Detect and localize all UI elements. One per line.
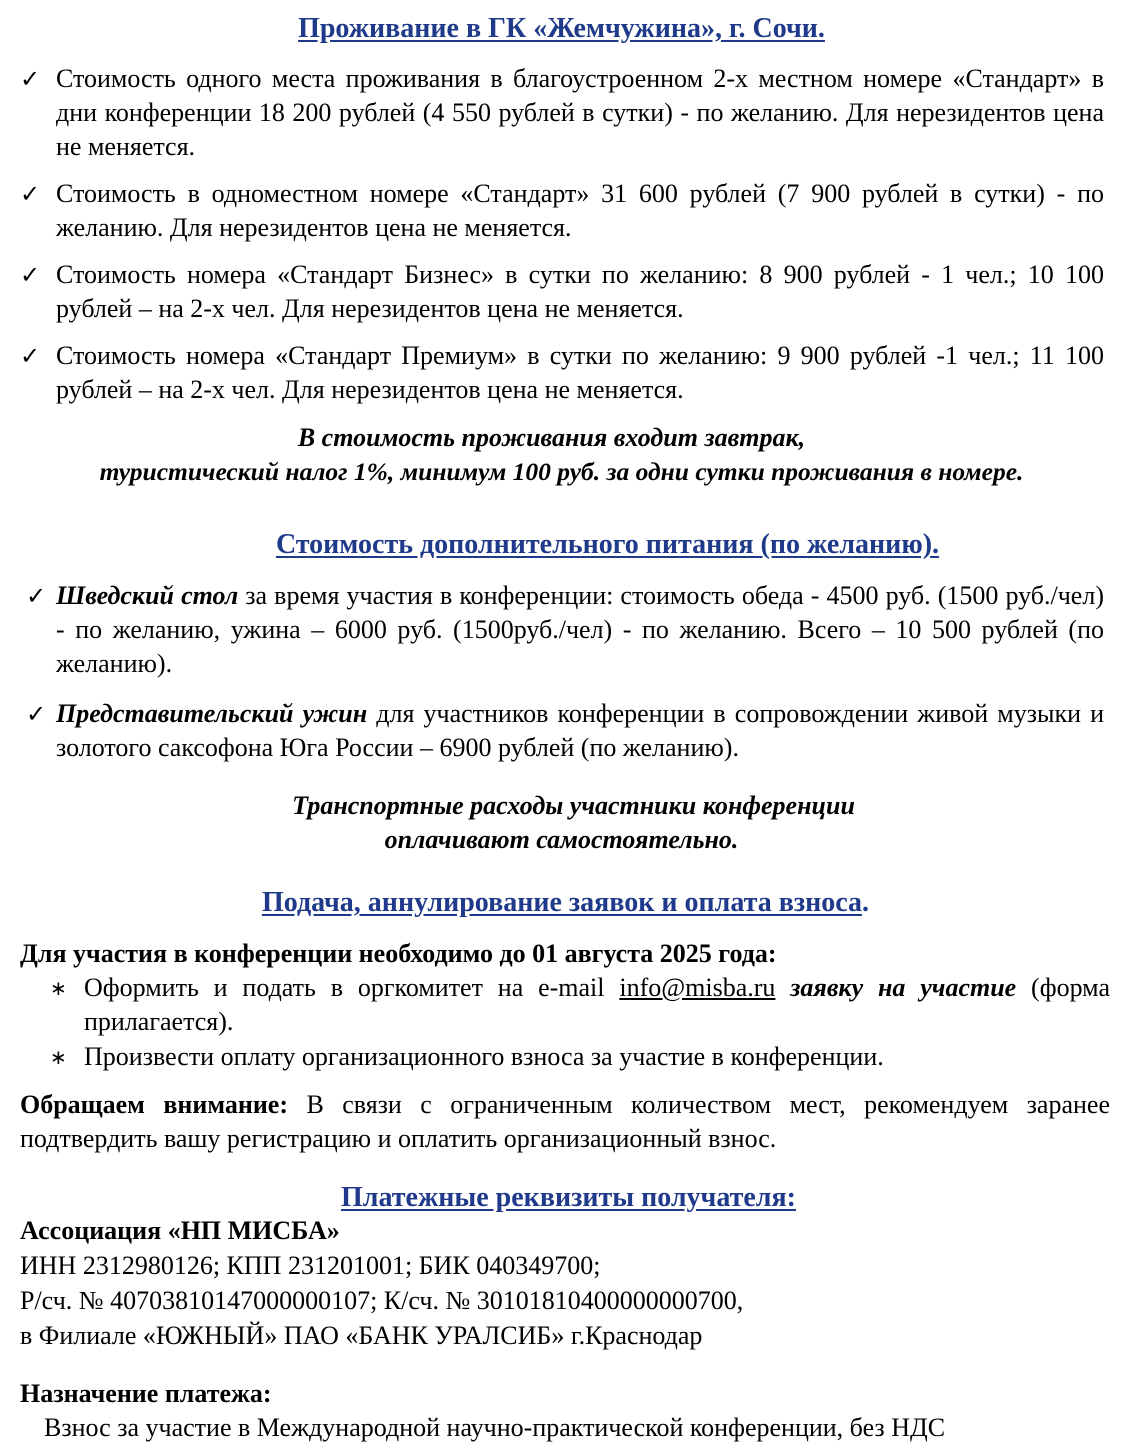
meals-heading: Стоимость дополнительного питания (по желанию). <box>275 529 940 560</box>
deadline-text: Для участия в конференции необходимо до 01 августа 2025 года: <box>20 939 777 968</box>
check-icon: ✓ <box>26 582 47 610</box>
application-step <box>50 1040 1110 1074</box>
accommodation-item <box>20 62 1104 164</box>
accommodation-item-text: Стоимость номера «Стандарт Премиум» в сутки по желанию: 9 900 рублей -1 чел.; 11 100 рублей – на 2-х чел. Для нерезидентов цена не меняется. <box>56 341 1104 404</box>
applications-heading-dot: . <box>862 887 869 918</box>
accommodation-note-line2: туристический налог 1%, минимум 100 руб. за одни сутки проживания в номере. <box>99 457 1024 486</box>
payment-org: Ассоциация «НП МИСБА» <box>20 1216 340 1245</box>
check-icon: ✓ <box>20 261 41 289</box>
application-step-text: Произвести оплату организационного взноса за участие в конференции. <box>84 1042 884 1071</box>
transport-line2: оплачивают самостоятельно. <box>384 825 739 854</box>
payment-line3: в Филиале «ЮЖНЫЙ» ПАО «БАНК УРАЛСИБ» г.Краснодар <box>20 1321 703 1350</box>
step1-bold: заявку на участие <box>775 973 1017 1002</box>
transport-line1: Транспортные расходы участники конференции <box>292 791 855 820</box>
accommodation-item-text: Стоимость одного места проживания в благоустроенном 2-х местном номере «Стандарт» в дни конференции 18 200 рублей (4 550 рублей в сутки) - по желанию. Для нерезидентов цена не меняется. <box>56 64 1104 161</box>
accommodation-item <box>20 339 1104 407</box>
applications-heading-text: Подача, аннулирование заявок и оплата взноса <box>262 887 862 918</box>
buffet-item <box>20 579 1104 681</box>
attention-paragraph <box>20 1088 1110 1156</box>
check-icon: ✓ <box>20 180 41 208</box>
attention-label: Обращаем внимание: <box>20 1090 289 1119</box>
step1-prefix: Оформить и подать в оргкомитет на e-mail <box>84 973 620 1002</box>
check-icon: ✓ <box>20 342 41 370</box>
check-icon: ✓ <box>26 700 47 728</box>
bullet-icon: ∗ <box>50 1045 67 1069</box>
payment-purpose-text: Взнос за участие в Международной научно-практической конференции, без НДС <box>44 1413 946 1442</box>
payment-line1: ИНН 2312980126; КПП 231201001; БИК 040349700; <box>20 1251 601 1280</box>
buffet-item-text <box>56 579 1104 681</box>
email-link[interactable]: info@misba.ru <box>619 973 776 1002</box>
payment-purpose-label: Назначение платежа: <box>20 1379 272 1408</box>
accommodation-item-text: Стоимость номера «Стандарт Бизнес» в сутки по желанию: 8 900 рублей - 1 чел.; 10 100 рублей – на 2-х чел. Для нерезидентов цена не меняется. <box>56 260 1104 323</box>
check-icon: ✓ <box>20 65 41 93</box>
dinner-item-text <box>56 697 1104 765</box>
dinner-text: для участников конференции в сопровождении живой музыки и золотого саксофона Юга России – 6900 рублей (по желанию). <box>56 699 1104 762</box>
dinner-label: Представительский ужин <box>56 699 368 728</box>
accommodation-heading: Проживание в ГК «Жемчужина», г. Сочи. <box>298 13 825 44</box>
accommodation-note-line1: В стоимость проживания входит завтрак, <box>297 423 806 452</box>
buffet-text: за время участия в конференции: стоимость обеда - 4500 руб. (1500 руб./чел) - по желанию, ужина – 6000 руб. (1500руб./чел) - по желанию. Всего – 10 500 рублей (по желанию). <box>56 581 1104 678</box>
bullet-icon: ∗ <box>50 976 67 1000</box>
accommodation-item-text: Стоимость в одноместном номере «Стандарт» 31 600 рублей (7 900 рублей в сутки) - по желанию. Для нерезидентов цена не меняется. <box>56 179 1104 242</box>
dinner-item <box>20 697 1104 765</box>
step1-suffix: (форма прилагается). <box>84 973 1110 1036</box>
payment-line2: Р/сч. № 40703810147000000107; К/сч. № 30101810400000000700, <box>20 1286 744 1315</box>
applications-heading <box>4 886 1123 920</box>
application-step-text <box>84 971 1110 1039</box>
payment-heading: Платежные реквизиты получателя: <box>341 1182 796 1213</box>
buffet-label: Шведский стол <box>56 581 239 610</box>
attention-text: В связи с ограниченным количеством мест, рекомендуем заранее подтвердить вашу регистрацию и оплатить организационный взнос. <box>20 1090 1110 1153</box>
accommodation-item <box>20 177 1104 245</box>
accommodation-item <box>20 258 1104 326</box>
application-step <box>50 971 1110 1039</box>
